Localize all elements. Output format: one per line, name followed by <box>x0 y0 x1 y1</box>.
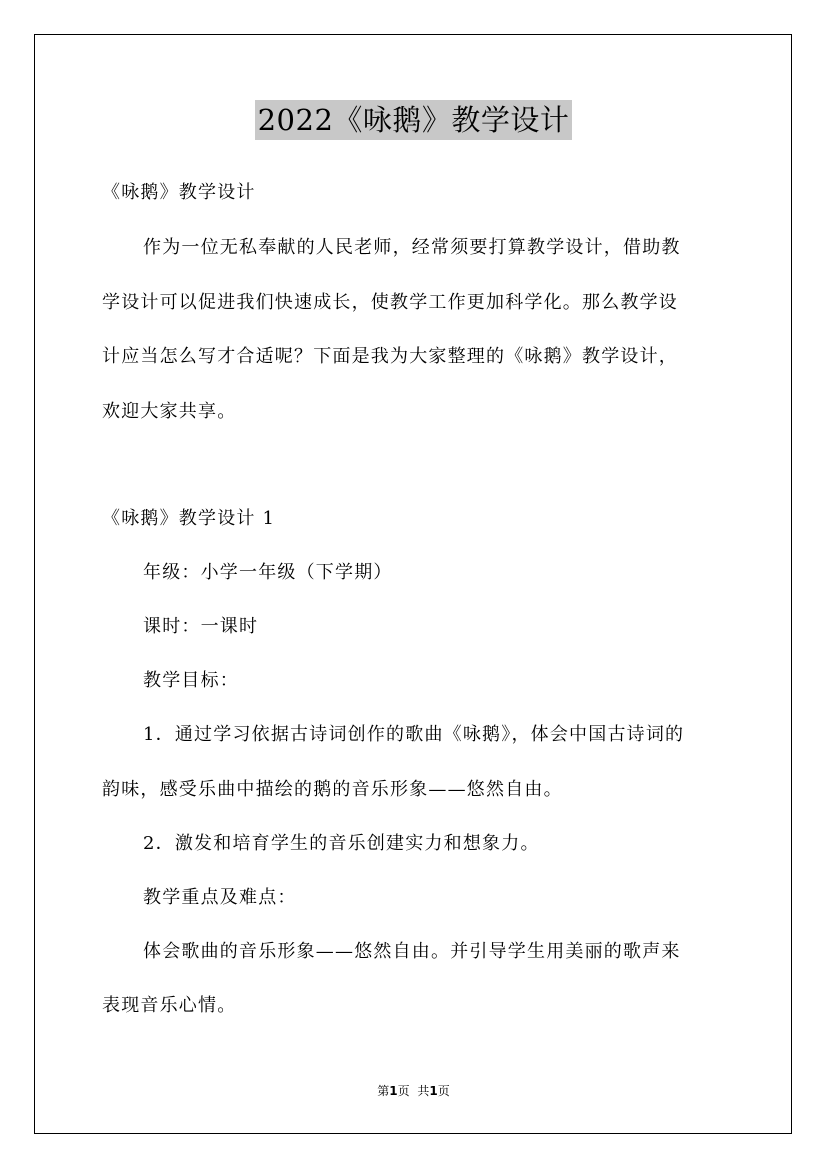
objective-1-continuation: 韵味，感受乐曲中描绘的鹅的音乐形象——悠然自由。 <box>102 779 563 800</box>
objective-1-line: 1．通过学习依据古诗词创作的歌曲《咏鹅》，体会中国古诗词的 <box>143 724 685 745</box>
page-prefix: 第 <box>377 1084 390 1098</box>
section-heading: 《咏鹅》教学设计 1 <box>102 508 276 529</box>
page-unit: 页 <box>397 1084 410 1098</box>
paragraph-line: 欢迎大家共享。 <box>102 401 237 422</box>
key-points-line: 体会歌曲的音乐形象——悠然自由。并引导学生用美丽的歌声来 <box>143 941 681 962</box>
grade-line: 年级：小学一年级（下学期） <box>143 562 393 583</box>
page-number: 1 <box>389 1084 398 1098</box>
objective-2-line: 2．激发和培育学生的音乐创建实力和想象力。 <box>143 833 540 854</box>
page-footer <box>0 1083 827 1099</box>
lesson-time-line: 课时：一课时 <box>143 616 259 637</box>
subtitle: 《咏鹅》教学设计 <box>102 182 256 203</box>
key-points-continuation: 表现音乐心情。 <box>102 995 237 1016</box>
key-points-heading: 教学重点及难点： <box>143 887 297 908</box>
total-unit: 页 <box>437 1084 450 1098</box>
document-title: 2022《咏鹅》教学设计 <box>255 100 573 140</box>
objectives-heading: 教学目标： <box>143 670 239 691</box>
paragraph-line: 计应当怎么写才合适呢？下面是我为大家整理的《咏鹅》教学设计， <box>102 346 678 367</box>
paragraph-line: 作为一位无私奉献的人民老师，经常须要打算教学设计，借助教 <box>143 237 681 258</box>
total-prefix: 共 <box>417 1084 430 1098</box>
title-container <box>0 100 827 140</box>
paragraph-line: 学设计可以促进我们快速成长，使教学工作更加科学化。那么教学设 <box>102 292 678 313</box>
total-pages: 1 <box>429 1084 438 1098</box>
